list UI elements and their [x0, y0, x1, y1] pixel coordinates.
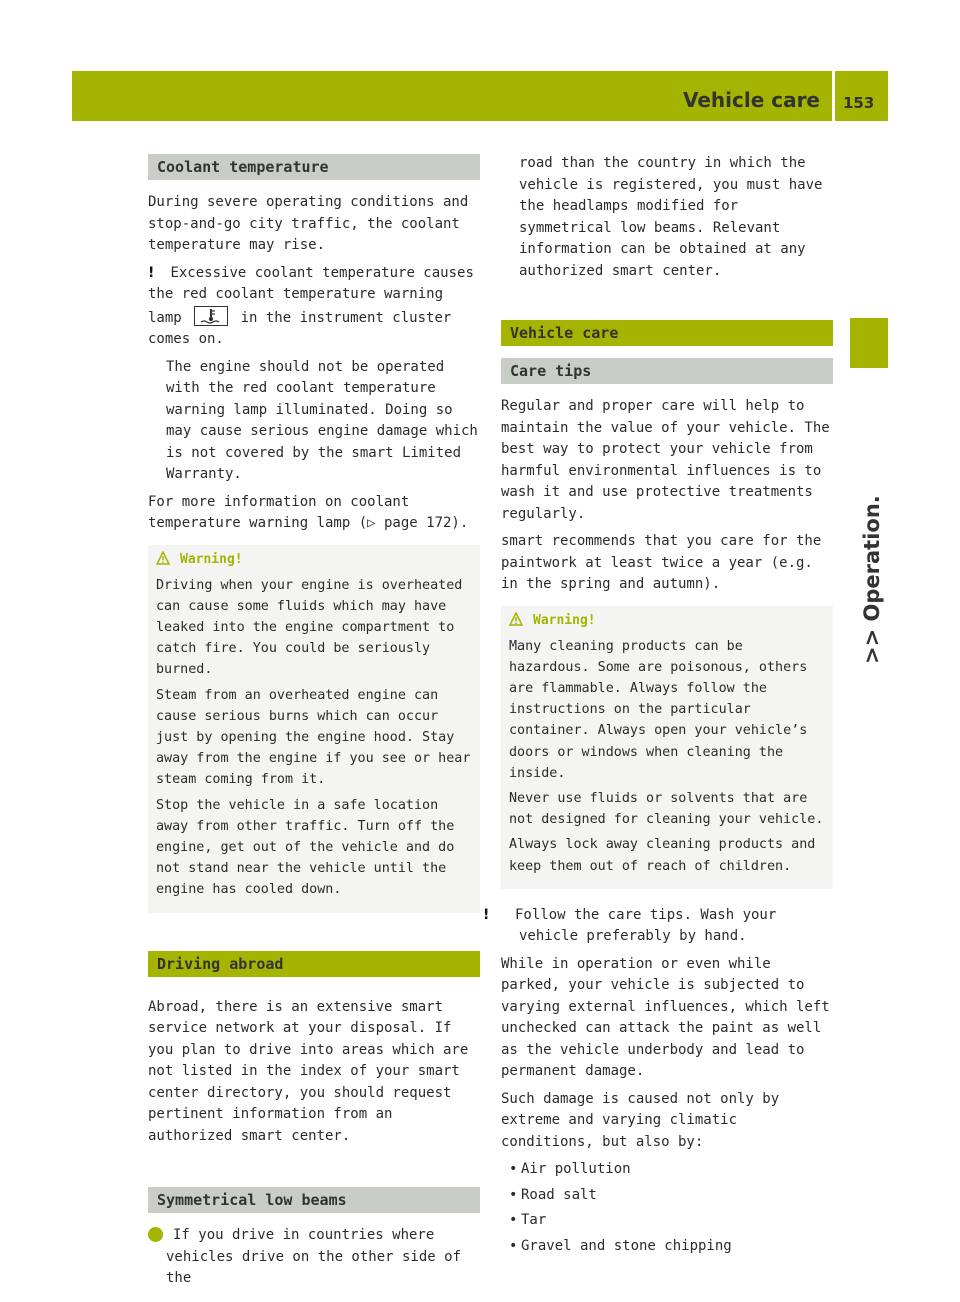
header-title: Vehicle care	[682, 88, 820, 112]
list-item: • Road salt	[509, 1186, 597, 1203]
warning-paragraph: Steam from an overheated engine can cause serious burns which can occur just by opening the engine hood. Stay away from the engine if you see or hear steam coming from it.	[156, 687, 471, 788]
note-text-b: in the instrument cluster comes on.	[148, 309, 452, 347]
note-text-a: Excessive coolant temperature causes the red coolant temperature warning lamp	[148, 264, 474, 326]
section-heading-care-tips: Care tips	[501, 358, 833, 384]
exclamation-icon: !	[148, 264, 155, 281]
warning-icon	[509, 612, 523, 626]
info-icon: i	[148, 1227, 163, 1242]
section-heading-coolant: Coolant temperature	[148, 154, 480, 180]
paragraph: For more information on coolant temperature warning lamp (▷ page 172).	[148, 493, 469, 531]
paragraph: Such damage is caused not only by extreme and varying climatic conditions, but also by:	[501, 1090, 780, 1150]
paragraph: While in operation or even while parked, your vehicle is subjected to varying external influences, which left unchecked can attack the paint as well as the vehicle underbody and lead to permanent damage.	[501, 955, 830, 1080]
warning-paragraph: Always lock away cleaning products and keep them out of reach of children.	[509, 837, 816, 874]
warning-paragraph: Stop the vehicle in a safe location away from other traffic. Turn off the engine, get out of the vehicle and do not stand near the vehicle until the engine has cooled down.	[156, 797, 455, 898]
list-item: • Air pollution	[509, 1161, 631, 1178]
paragraph: Regular and proper care will help to maintain the value of your vehicle. The best way to protect your vehicle from harmful environmental influences is to wash it and use protective treatments regularly.	[501, 398, 830, 522]
note-paragraph: The engine should not be operated with the red coolant temperature warning lamp illuminated. Doing so may cause serious engine damage which is not covered by the smart Limited Warranty.	[166, 358, 478, 482]
side-tab-marker	[850, 318, 888, 368]
paragraph: Abroad, there is an extensive smart service network at your disposal. If you plan to drive into areas which are not listed in the index of your smart center directory, you should request pertinent information from an authorized smart center.	[148, 998, 469, 1144]
warning-title: Warning!	[509, 612, 825, 630]
note-care: ! Follow the care tips. Wash your vehicle preferably by hand.	[483, 906, 777, 945]
list-item: • Tar	[509, 1212, 547, 1229]
paragraph: During severe operating conditions and stop-and-go city traffic, the coolant temperature may rise.	[148, 194, 469, 253]
warning-icon	[156, 551, 170, 565]
warning-paragraph: Driving when your engine is overheated can cause some fluids which may have leaked into the engine compartment to catch fire. You could be seriously burned.	[156, 577, 463, 678]
warning-box	[148, 545, 480, 913]
section-heading-beams: Symmetrical low beams	[148, 1187, 480, 1213]
info-note: i If you drive in countries where vehicles drive on the other side of the	[144, 1227, 462, 1287]
note-coolant	[148, 263, 480, 351]
warning-paragraph: Never use fluids or solvents that are not designed for cleaning your vehicle.	[509, 790, 824, 828]
warning-paragraph: Many cleaning products can be hazardous. Some are poisonous, others are flammable. Always follow the instructions on the particular container. Always open your vehicle’s doors or windows when cleaning the inside.	[509, 638, 808, 781]
list-item: • Gravel and stone chipping	[509, 1237, 732, 1254]
side-tab-label: >> Operation.	[860, 495, 884, 664]
paragraph: smart recommends that you care for the paintwork at least twice a year (e.g. in the spring and autumn).	[501, 533, 822, 592]
section-heading-abroad: Driving abroad	[148, 951, 480, 977]
right-column	[483, 154, 833, 1261]
coolant-temperature-icon	[194, 306, 228, 326]
bullet-list	[501, 1159, 833, 1257]
warning-box	[501, 606, 833, 889]
page-number: 153	[843, 94, 875, 112]
warning-title: Warning!	[156, 551, 472, 569]
exclamation-icon: !	[483, 906, 490, 923]
left-column	[144, 154, 480, 1296]
info-note-continued: road than the country in which the vehicle is registered, you must have the headlamps modified for symmetrical low beams. Relevant information can be obtained at any authorized smart center.	[519, 155, 823, 279]
section-heading-vehicle-care: Vehicle care	[501, 320, 833, 346]
